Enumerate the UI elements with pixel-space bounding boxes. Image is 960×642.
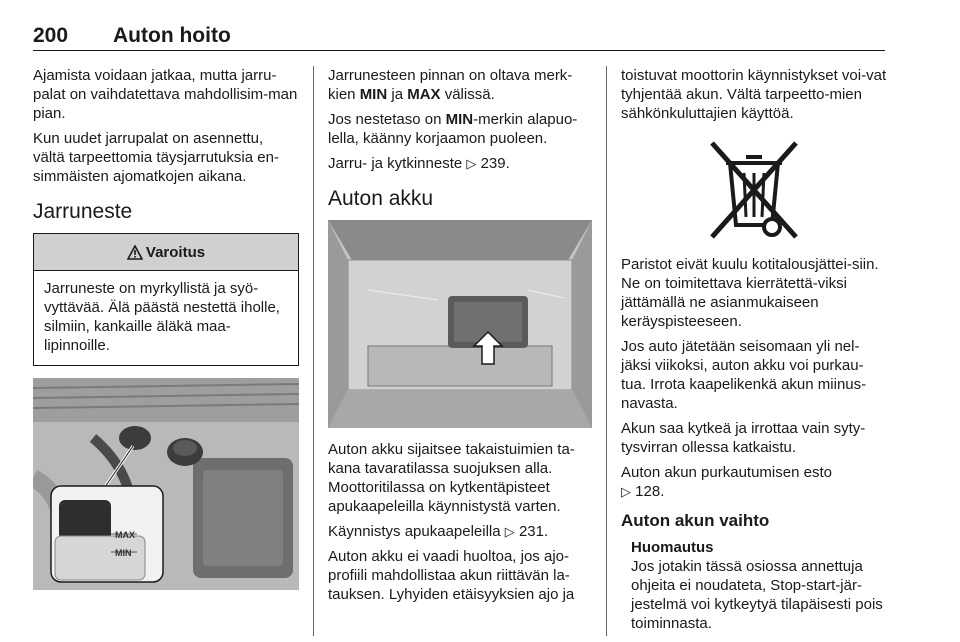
column-divider	[606, 66, 607, 636]
column-divider	[313, 66, 314, 636]
column-1	[33, 66, 299, 590]
trunk-battery-illustration	[328, 220, 592, 428]
paragraph: Jos auto jätetään seisomaan yli nel-jäksi viikoksi, auton akku voi purkau-tua. Irrota kaapelikenkä akun miinus-navasta.	[621, 338, 867, 412]
brake-fluid-reservoir-photo	[33, 378, 299, 590]
text-run: ja	[387, 86, 408, 103]
triangle-right-icon: ▷	[466, 156, 477, 171]
reservoir-label-min: MIN	[115, 548, 132, 558]
text-run: Auton akun purkautumisen esto	[621, 464, 832, 481]
column-3	[621, 66, 887, 633]
page-reference: 231.	[518, 523, 549, 540]
paragraph: Auton akku sijaitsee takaistuimien ta-kana tavaratilassa suojuksen alla. Moottoritilassa on kytkentäpisteet apukaapeleilla käynnistystä varten.	[328, 441, 575, 515]
max-mark-text: MAX	[407, 86, 441, 103]
note-block	[621, 538, 887, 633]
header-rule	[33, 50, 885, 51]
text-run: Jarru- ja kytkinneste	[328, 155, 467, 172]
paragraph: Paristot eivät kuulu kotitalousjättei-siin. Ne on toimitettava kierrätettä-viksi jättämällä ne asianmukaiseen keräyspisteeseen.	[621, 256, 879, 330]
warning-title-bar	[34, 234, 298, 271]
note-text: Jos jotakin tässä osiossa annettuja ohjeita ei noudateta, Stop-start-jär-jestelmä voi kytkeytyä tilapäisesti pois toiminnasta.	[631, 558, 883, 632]
warning-triangle-icon	[127, 245, 143, 260]
page-reference: 128.	[635, 483, 665, 500]
triangle-right-icon: ▷	[504, 524, 515, 539]
warning-box	[33, 233, 299, 366]
running-title: Auton hoito	[113, 24, 231, 47]
triangle-right-icon: ▷	[621, 484, 631, 499]
battery-location-photo	[328, 220, 592, 428]
reservoir-label-max: MAX	[115, 530, 135, 540]
cross-reference	[328, 154, 592, 173]
paragraph: Kun uudet jarrupalat on asennettu, vältä tarpeettomia täysjarrutuksia en-simmäisten ajomatkojen aikana.	[33, 130, 279, 185]
text-run: Jos nestetaso on	[328, 111, 446, 128]
page-header	[33, 24, 885, 54]
page-number: 200	[33, 24, 69, 47]
engine-bay-illustration	[33, 378, 299, 590]
text-run: -merkin alapuo-lella, käänny korjaamon puoleen.	[328, 111, 578, 147]
cross-reference	[328, 522, 592, 541]
paragraph	[328, 110, 592, 148]
page-reference: 239.	[480, 155, 510, 172]
section-heading-battery-replacement: Auton akun vaihto	[621, 511, 770, 530]
column-2	[328, 66, 592, 610]
min-mark-text: MIN	[359, 86, 388, 103]
text-run: Jarrunesteen pinnan on oltava merk-kien	[328, 67, 573, 103]
crossed-out-bin-icon	[706, 137, 802, 241]
paragraph: toistuvat moottorin käynnistykset voi-vat tyhjentää akun. Vältä tarpeetto-mien sähkönkuluttajien käyttöä.	[621, 67, 887, 122]
paragraph: Akun saa kytkeä ja irrottaa vain syty-tysvirran ollessa katkaistu.	[621, 420, 866, 456]
note-title: Huomautus	[631, 539, 714, 556]
section-heading-car-battery: Auton akku	[328, 187, 434, 210]
min-mark-text: MIN	[445, 111, 474, 128]
paragraph	[328, 66, 592, 104]
recycling-symbol	[621, 137, 887, 241]
text-run: Käynnistys apukaapeleilla	[328, 523, 505, 540]
warning-text: Jarruneste on myrkyllistä ja syö-vyttävää. Älä päästä nestettä iholle, silmiin, kankaille äläkä maa-lipinnoille.	[44, 280, 280, 354]
paragraph: Auton akku ei vaadi huoltoa, jos ajo-profiili mahdollistaa akun riittävän la-tauksen. Lyhyiden etäisyyksien ajo ja	[328, 548, 575, 603]
text-run: välissä.	[440, 86, 495, 103]
warning-title: Varoitus	[145, 243, 206, 261]
cross-reference	[621, 463, 887, 501]
section-heading-brake-fluid: Jarruneste	[33, 200, 133, 223]
paragraph: Ajamista voidaan jatkaa, mutta jarru-palat on vaihdatettava mahdollisim-man pian.	[33, 67, 298, 122]
